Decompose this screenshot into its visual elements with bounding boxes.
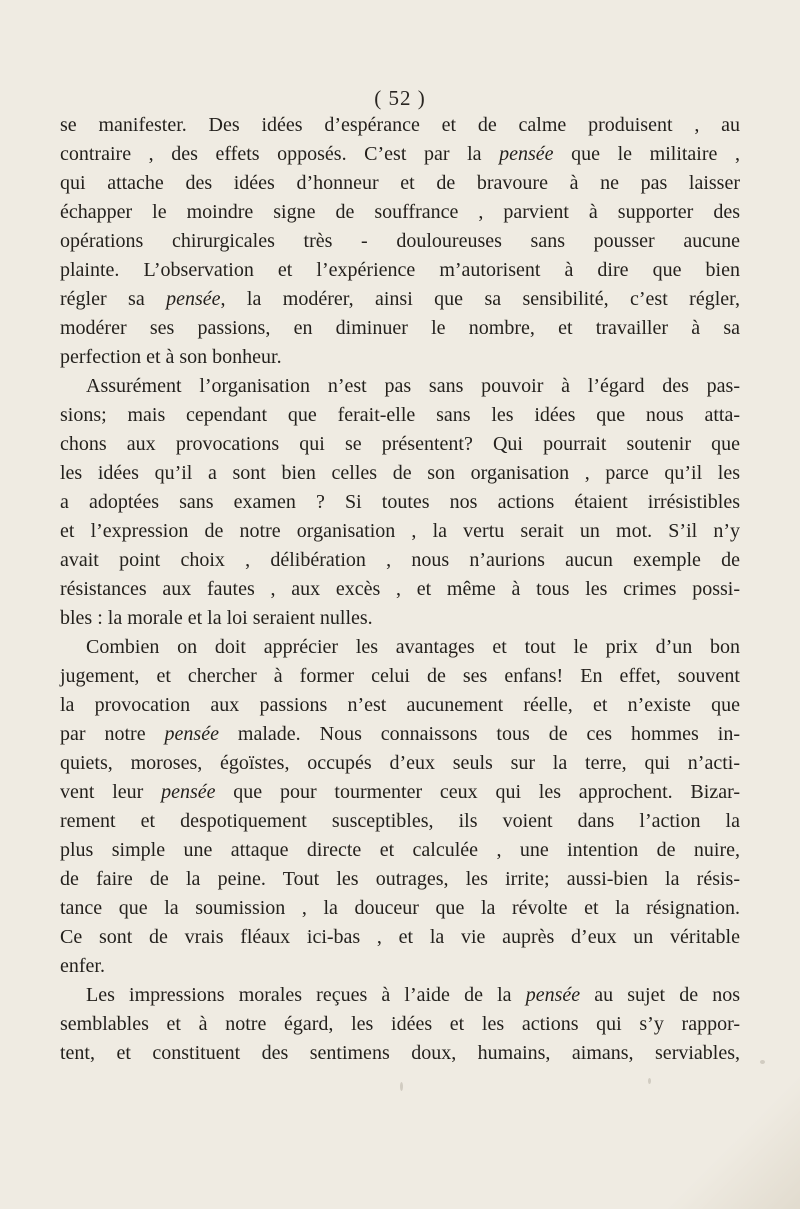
paper-speck — [760, 1060, 765, 1064]
text-line — [60, 633, 740, 662]
text-segment: par notre — [60, 723, 165, 745]
text-line — [60, 691, 740, 720]
text-segment: semblables et à notre égard, les idées et les actions qui s’y rappor- — [60, 1013, 740, 1035]
italic-word: pensée — [164, 723, 219, 745]
text-segment: se manifester. Des idées d’espérance et de calme produisent , au — [60, 114, 740, 136]
text-line — [60, 517, 740, 546]
text-segment: sions; mais cependant que ferait-elle sans les idées que nous atta- — [60, 404, 740, 426]
text-line — [60, 778, 740, 807]
text-segment: que le militaire , — [553, 143, 740, 165]
text-line — [60, 1010, 740, 1039]
text-line — [60, 807, 740, 836]
text-segment: perfection et à son bonheur. — [60, 346, 282, 368]
text-line — [60, 285, 740, 314]
text-line — [60, 1039, 740, 1068]
text-line — [60, 981, 740, 1010]
text-segment: au sujet de nos — [580, 984, 740, 1006]
text-line — [60, 111, 740, 140]
text-segment: et l’expression de notre organisation , la vertu serait un mot. S’il n’y — [60, 520, 740, 542]
italic-word: pensée — [499, 143, 554, 165]
text-segment: vent leur — [60, 781, 162, 803]
text-line — [60, 865, 740, 894]
text-line — [60, 604, 740, 633]
text-line — [60, 343, 740, 372]
text-line — [60, 662, 740, 691]
text-segment: quiets, moroses, égoïstes, occupés d’eux seuls sur la terre, qui n’acti- — [60, 752, 740, 774]
text-segment: , la modérer, ainsi que sa sensibilité, c’est régler, — [220, 288, 741, 310]
italic-word: pensée — [161, 781, 216, 803]
text-line — [60, 227, 740, 256]
text-line — [60, 894, 740, 923]
text-segment: Les impressions morales reçues à l’aide de la — [86, 984, 526, 1006]
text-line — [60, 430, 740, 459]
text-line — [60, 749, 740, 778]
text-line — [60, 488, 740, 517]
text-line — [60, 546, 740, 575]
page-body-text — [60, 111, 740, 1068]
text-segment: avait point choix , délibération , nous n’aurions aucun exemple de — [60, 549, 740, 571]
text-line — [60, 836, 740, 865]
text-segment: plus simple une attaque directe et calculée , une intention de nuire, — [60, 839, 740, 861]
text-segment: enfer. — [60, 955, 105, 977]
italic-word: pensée — [166, 288, 221, 310]
text-segment: échapper le moindre signe de souffrance , parvient à supporter des — [60, 201, 740, 223]
text-segment: a adoptées sans examen ? Si toutes nos actions étaient irrésistibles — [60, 491, 740, 513]
text-segment: malade. Nous connaissons tous de ces hommes in- — [218, 723, 740, 745]
text-line — [60, 575, 740, 604]
text-line — [60, 314, 740, 343]
text-segment: la provocation aux passions n’est aucunement réelle, et n’existe que — [60, 694, 740, 716]
text-segment: contraire , des effets opposés. C’est par la — [60, 143, 500, 165]
text-segment: résistances aux fautes , aux excès , et même à tous les crimes possi- — [60, 578, 740, 600]
text-segment: qui attache des idées d’honneur et de bravoure à ne pas laisser — [60, 172, 740, 194]
text-line — [60, 952, 740, 981]
text-line — [60, 256, 740, 285]
text-segment: régler sa — [60, 288, 167, 310]
text-segment: Ce sont de vrais fléaux ici-bas , et la vie auprès d’eux un véritable — [60, 926, 740, 948]
text-segment: bles : la morale et la loi seraient nulles. — [60, 607, 373, 629]
text-line — [60, 198, 740, 227]
text-segment: modérer ses passions, en diminuer le nombre, et travailler à sa — [60, 317, 740, 339]
text-line — [60, 923, 740, 952]
italic-word: pensée — [525, 984, 581, 1006]
text-segment: de faire de la peine. Tout les outrages, les irrite; aussi-bien la résis- — [60, 868, 740, 890]
text-line — [60, 720, 740, 749]
paper-stain — [640, 1069, 800, 1209]
text-segment: plainte. L’observation et l’expérience m’autorisent à dire que bien — [60, 259, 740, 281]
text-segment: les idées qu’il a sont bien celles de son organisation , parce qu’il les — [60, 462, 740, 484]
text-segment: tent, et constituent des sentimens doux, humains, aimans, serviables, — [60, 1042, 740, 1064]
text-line — [60, 372, 740, 401]
text-segment: chons aux provocations qui se présentent? Qui pourrait soutenir que — [60, 433, 740, 455]
text-segment: Assurément l’organisation n’est pas sans pouvoir à l’égard des pas- — [86, 375, 740, 397]
text-segment: que pour tourmenter ceux qui les approchent. Bizar- — [215, 781, 740, 803]
text-segment: opérations chirurgicales très - douloureuses sans pousser aucune — [60, 230, 740, 252]
text-line — [60, 459, 740, 488]
text-line — [60, 401, 740, 430]
paper-speck — [400, 1082, 403, 1091]
text-segment: jugement, et chercher à former celui de ses enfans! En effet, souvent — [60, 665, 740, 687]
text-segment: Combien on doit apprécier les avantages et tout le prix d’un bon — [86, 636, 740, 658]
text-line — [60, 140, 740, 169]
text-segment: tance que la soumission , la douceur que la révolte et la résignation. — [60, 897, 740, 919]
page-number: ( 52 ) — [374, 86, 426, 110]
text-segment: rement et despotiquement susceptibles, ils voient dans l’action la — [60, 810, 740, 832]
text-line — [60, 169, 740, 198]
